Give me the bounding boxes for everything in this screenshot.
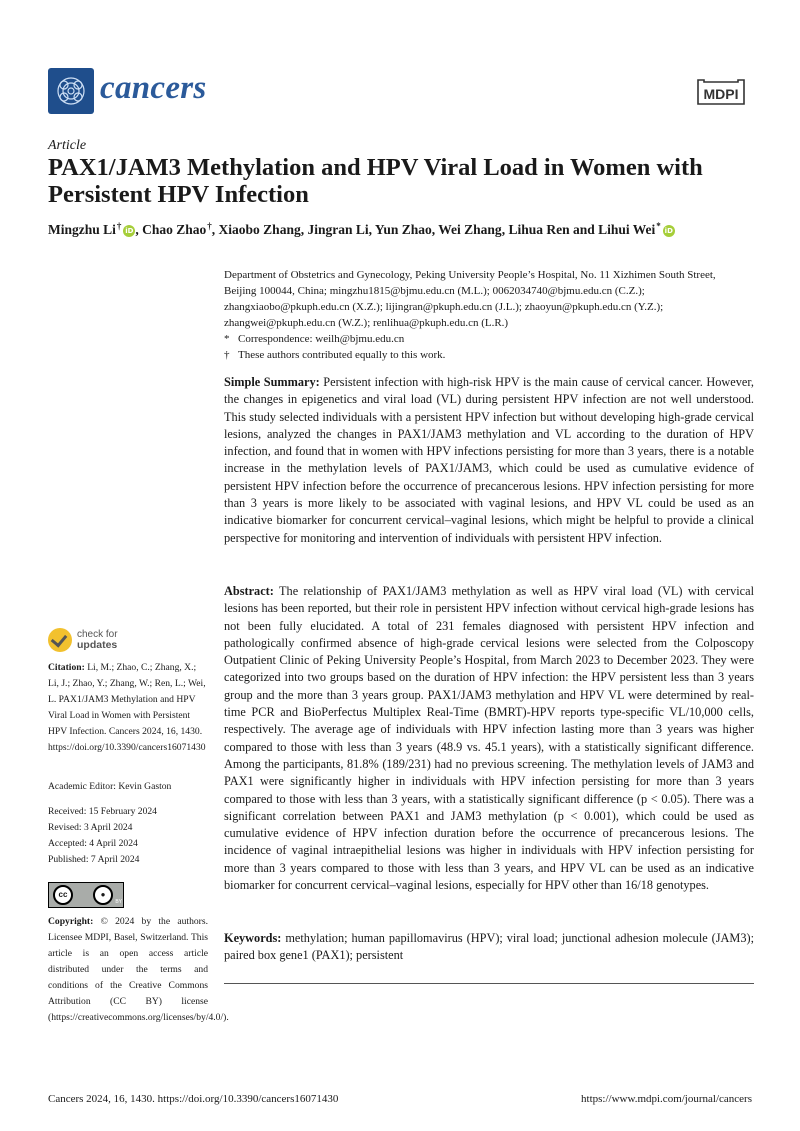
author-name[interactable]: Lihui Wei [598,222,656,237]
author-mark: † [207,221,212,231]
publication-dates [48,804,208,868]
by-label: BY [115,899,122,905]
copyright-block [48,914,229,1026]
published-date: Published: 7 April 2024 [48,854,140,865]
author-name[interactable]: Lihua Ren [508,222,570,237]
footer-citation[interactable]: Cancers 2024, 16, 1430. https://doi.org/10.3390/cancers16071430 [48,1093,339,1105]
equal-contribution-note [224,347,754,363]
abstract-text: The relationship of PAX1/JAM3 methylation as well as HPV viral load (VL) with cervical lesions has been reported, but their role in persistent HPV infection without cervical high-grade lesions has not been fully elucidated. A total of 231 females diagnosed with persistent HPV infection and pathologically confirmed absence of high-grade cervical lesions were selected from the Colposcopy Outpatient Clinic of Peking University People’s Hospital, from March 2023 to December 2023. They were categorized into two groups based on the duration of HPV infection: the HPV persistent less than 3 years group and the more than 3 years group. PAX1/JAM3 methylation and HPV VL were determined by real-time PCR and BioPerfectus Multiplex Real-Time (BMRT)-HPV reports type-specific VL/10,000 cells, respectively. The average age of individuals with HPV infection lasting more than 3 years was higher compared to those with less than 3 years (48.9 vs. 45.1 years), with a statistically significant difference. Among the participants, 81.8% (189/231) had no previous screening. The methylation levels of JAM3 and PAX1 were significantly higher in individuals with HPV infection persisting for more than 3 years compared to those with less than 3 years, with a statistically significant difference (p < 0.05). There was a significant correlation between PAX1 and JAM3 methylation (p < 0.001), which could be used as cumulative evidence of HPV infection duration before the occurrence of precancerous lesions. The incidence of vaginal intraepithelial lesions was higher in individuals with HPV infection persisting for more than 3 years compared to those with less than 3 years, and HPV VL can be used as an indicative biomarker for concurrent cervical–vaginal lesions, especially for HPV other than 16/18 genotypes. [224,584,755,893]
copyright-text: © 2024 by the authors. Licensee MDPI, Basel, Switzerland. This article is an open access article distributed under the terms and conditions of the Creative Commons Attribution (CC BY) license (https://creativecommons.org/licenses/by/4.0/). [48,916,229,1023]
author-name[interactable]: Yun Zhao [374,222,432,237]
author-name[interactable]: Xiaobo Zhang [218,222,301,237]
keywords-text: methylation; human papillomavirus (HPV); viral load; junctional adhesion molecule (JAM3); paired box gene1 (PAX1); persistent [224,931,755,963]
footer-journal-link[interactable]: https://www.mdpi.com/journal/cancers [581,1093,752,1105]
citation-label: Citation: [48,662,85,673]
author-mark: † [116,221,122,231]
correspondence-mark: * [224,333,230,345]
journal-name[interactable]: cancers [100,70,207,106]
simple-summary [224,374,754,547]
affiliation-line: zhangwei@pkuph.edu.cn (W.Z.); renlihua@pkuph.edu.cn (L.R.) [224,317,509,329]
journal-logo-icon [48,68,94,114]
copyright-label: Copyright: [48,916,94,927]
equal-contribution-mark: † [224,349,230,361]
attribution-person-icon: ● [93,885,113,905]
citation-text[interactable]: Li, M.; Zhao, C.; Zhang, X.; Li, J.; Zhao, Y.; Zhang, W.; Ren, L.; Wei, L. PAX1/JAM3 Methylation and HPV Viral Load in Women with Persistent HPV Infection. Cancers 2024, 16, 1430. https://doi.org/10.3390/cancers16071430 [48,662,206,753]
affiliation-line: zhangxiaobo@pkuph.edu.cn (X.Z.); lijingran@pkuph.edu.cn (J.L.); zhaoyun@pkuph.edu.cn (Y.Z.); [224,301,664,313]
article-type: Article [48,138,87,153]
author-separator: and [569,222,599,237]
academic-editor [48,779,208,795]
received-date: Received: 15 February 2024 [48,806,157,817]
check-for-updates-button[interactable] [48,628,118,652]
citation-block [48,660,208,756]
author-name[interactable]: Mingzhu Li [48,222,116,237]
abstract-label: Abstract: [224,584,274,598]
section-divider [224,983,754,984]
affiliation-block [224,267,754,363]
abstract [224,583,754,894]
author-name[interactable]: Chao Zhao [142,222,207,237]
author-separator: , [211,222,219,237]
author-separator: , [368,222,375,237]
accepted-date: Accepted: 4 April 2024 [48,838,138,849]
cc-icon: cc [53,885,73,905]
check-updates-line1: check for [77,629,118,640]
academic-editor-text: Academic Editor: Kevin Gaston [48,781,172,792]
author-separator: , [501,222,509,237]
author-mark: * [656,221,661,231]
affiliation-line: Department of Obstetrics and Gynecology, Peking University People’s Hospital, No. 11 Xizhimen South Street, [224,269,716,281]
correspondence-note [224,331,754,347]
author-list [48,221,675,238]
author-separator: , [135,222,143,237]
revised-date: Revised: 3 April 2024 [48,822,133,833]
orcid-icon[interactable]: iD [664,227,673,235]
simple-summary-label: Simple Summary: [224,375,320,389]
equal-contribution-text: These authors contributed equally to this work. [238,349,446,361]
mdpi-logo-icon[interactable] [690,78,752,108]
keywords-label: Keywords: [224,931,282,945]
publisher-name: MDPI [703,86,739,102]
keywords [224,930,754,965]
simple-summary-text: Persistent infection with high-risk HPV is the main cause of cervical cancer. However, the changes in epigenetics and viral load (VL) during persistent HPV infection are not well understood. This study selected individuals with a persistent HPV infection but without developing high-grade cervical lesions, analyzed the changes in PAX1/JAM3 methylation and VL according to the duration of HPV infection, and found that in women with HPV infections persisting for more than 3 years, there is a notable increase in the methylation levels of PAX1/JAM3, which could be used as cumulative evidence of persistent HPV infection before the occurrence of precancerous lesions. HPV infection persisting for more than 3 years is more likely to be associated with vaginal lesions, and HPV VL could be used as an indicative biomarker for concurrent cervical–vaginal lesions, which might be helpful to provide a clinical perspective for monitoring and intervention of individuals with persistent HPV infection. [224,375,754,545]
author-name[interactable]: Jingran Li [307,222,369,237]
correspondence-text[interactable]: Correspondence: weilh@bjmu.edu.cn [238,333,405,345]
orcid-icon[interactable]: iD [125,227,134,235]
author-separator: , [431,222,439,237]
author-separator: , [300,222,308,237]
author-name[interactable]: Wei Zhang [438,222,502,237]
check-updates-line2: updates [77,639,118,651]
check-updates-icon [48,628,72,652]
article-title: PAX1/JAM3 Methylation and HPV Viral Load in Women with Persistent HPV Infection [48,154,703,208]
affiliation-line: Beijing 100044, China; mingzhu1815@bjmu.edu.cn (M.L.); 0062034740@bjmu.edu.cn (C.Z.); [224,285,645,297]
